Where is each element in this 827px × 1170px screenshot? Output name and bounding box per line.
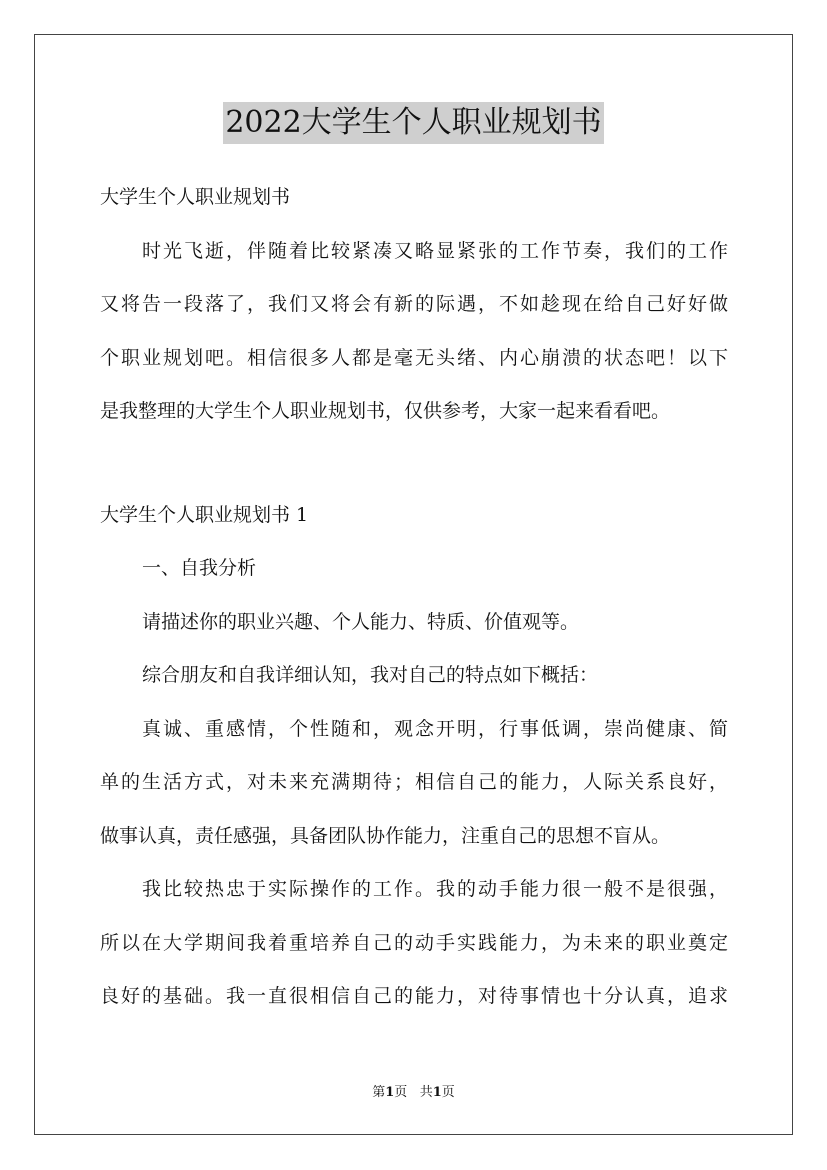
title-container [0,102,827,144]
paragraph-line: 个职业规划吧。相信很多人都是毫无头绪、内心崩溃的状态吧！以下 [100,346,728,369]
page-footer [0,1084,827,1102]
page-label-prefix: 第 [372,1085,386,1100]
paragraph-line: 良好的基础。我一直很相信自己的能力，对待事情也十分认真，追求 [100,985,728,1007]
document-body [100,171,728,1024]
total-pages: 1 [432,1085,442,1100]
paragraph-line: 综合朋友和自我详细认知，我对自己的特点如下概括： [142,664,599,686]
total-label-suffix: 页 [441,1085,455,1100]
page-label-suffix: 页 [394,1085,408,1100]
total-label-prefix: 共 [419,1085,433,1100]
subtitle-line: 大学生个人职业规划书 [100,186,291,208]
paragraph-line: 单的生活方式，对未来充满期待；相信自己的能力，人际关系良好， [100,771,728,793]
paragraph-line: 是我整理的大学生个人职业规划书，仅供参考，大家一起来看看吧。 [100,400,671,422]
document-title: 2022大学生个人职业规划书 [223,102,603,144]
paragraph-line: 做事认真，责任感强，具备团队协作能力，注重自己的思想不盲从。 [100,824,671,847]
section-gap [100,439,728,489]
paragraph-line: 真诚、重感情，个性随和，观念开明，行事低调，崇尚健康、简 [142,717,728,740]
paragraph-line: 我比较热忠于实际操作的工作。我的动手能力很一般不是很强， [142,878,728,900]
paragraph-line: 请描述你的职业兴趣、个人能力、特质、价值观等。 [142,610,580,633]
section-heading: 大学生个人职业规划书 1 [100,503,309,526]
paragraph-line: 所以在大学期间我着重培养自己的动手实践能力，为未来的职业奠定 [100,931,728,954]
paragraph-line: 又将告一段落了，我们又将会有新的际遇，不如趁现在给自己好好做 [100,293,728,315]
page-number: 1 [385,1085,395,1100]
paragraph-line: 时光飞逝，伴随着比较紧凑又略显紧张的工作节奏，我们的工作 [142,239,728,262]
subsection-heading: 一、自我分析 [142,557,257,579]
